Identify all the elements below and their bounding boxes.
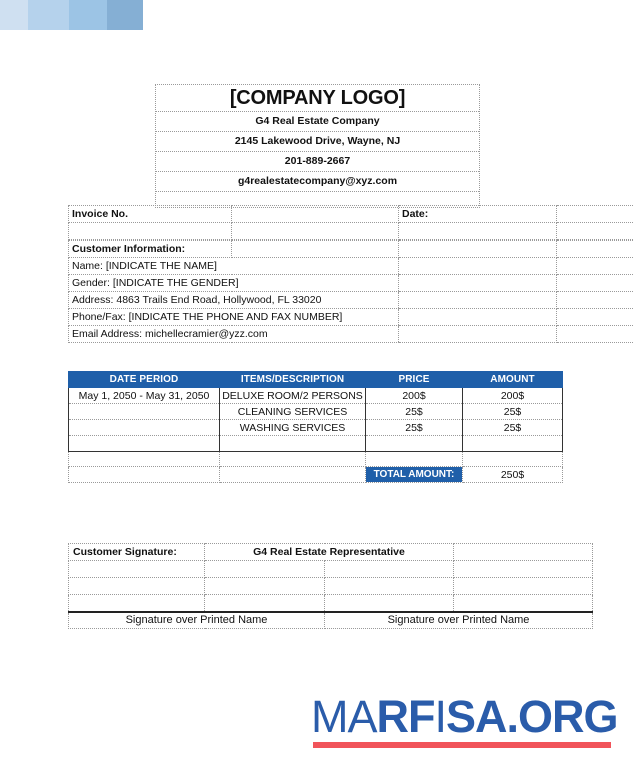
- table-row: [69, 595, 593, 612]
- customer-row2-blank-1: [399, 275, 557, 292]
- table-row: [69, 258, 634, 275]
- item-amount[interactable]: 25$: [463, 420, 563, 436]
- signature-caption-row: [69, 612, 593, 629]
- table-row: [69, 420, 563, 436]
- item-price[interactable]: [366, 436, 463, 452]
- item-date-period[interactable]: [69, 404, 220, 420]
- signature-blank-c3[interactable]: [325, 595, 454, 612]
- wordmark-seg-3: I: [434, 691, 447, 742]
- item-amount[interactable]: [463, 436, 563, 452]
- items-spacer-cell-1: [69, 452, 220, 467]
- table-row: [69, 326, 634, 343]
- company-header-block: [155, 84, 480, 208]
- color-band-2: [28, 0, 69, 30]
- signature-blank-a3[interactable]: [325, 561, 454, 578]
- table-row: [69, 578, 593, 595]
- date-label: Date:: [399, 206, 557, 223]
- customer-row5-blank-2: [557, 326, 634, 343]
- customer-row1-blank-2: [557, 258, 634, 275]
- meta-blank-cell-4: [557, 223, 634, 240]
- customer-row3-blank-1: [399, 292, 557, 309]
- table-row: [69, 275, 634, 292]
- signature-blank-a1[interactable]: [69, 561, 205, 578]
- signature-blank-b4[interactable]: [454, 578, 593, 595]
- item-price[interactable]: 25$: [366, 404, 463, 420]
- item-description[interactable]: DELUXE ROOM/2 PERSONS: [220, 388, 366, 404]
- total-blank-cell-2: [220, 467, 366, 483]
- total-amount-value[interactable]: 250$: [463, 467, 563, 483]
- signature-blank-a4[interactable]: [454, 561, 593, 578]
- item-price[interactable]: 25$: [366, 420, 463, 436]
- customer-row1-blank-1: [399, 258, 557, 275]
- customer-email-field[interactable]: Email Address: michellecramier@yzz.com: [69, 326, 399, 343]
- marfisa-wordmark: [311, 691, 618, 742]
- item-description[interactable]: [220, 436, 366, 452]
- item-description[interactable]: WASHING SERVICES: [220, 420, 366, 436]
- company-phone: 201-889-2667: [156, 152, 479, 172]
- wordmark-seg-4: SA.: [446, 691, 519, 742]
- color-band-3: [69, 0, 107, 30]
- table-row: [69, 388, 563, 404]
- customer-phonefax-field[interactable]: Phone/Fax: [INDICATE THE PHONE AND FAX NUMBER]: [69, 309, 399, 326]
- table-row: [69, 544, 593, 561]
- wordmark-seg-1: MA: [311, 691, 377, 742]
- customer-row3-blank-2: [557, 292, 634, 309]
- customer-row4-blank-1: [399, 309, 557, 326]
- item-amount[interactable]: 200$: [463, 388, 563, 404]
- table-row: [69, 223, 634, 240]
- signature-blank-c2[interactable]: [205, 595, 325, 612]
- customer-name-field[interactable]: Name: [INDICATE THE NAME]: [69, 258, 399, 275]
- items-spacer-cell-2: [220, 452, 366, 467]
- representative-label: G4 Real Estate Representative: [205, 544, 454, 561]
- marfisa-logo: [311, 691, 618, 748]
- customer-signature-caption: Signature over Printed Name: [69, 612, 325, 629]
- customer-blank-cell-2: [399, 241, 557, 258]
- representative-signature-caption: Signature over Printed Name: [325, 612, 593, 629]
- customer-info-table: [68, 240, 634, 343]
- column-header-date-period: DATE PERIOD: [69, 372, 220, 388]
- signature-head-blank: [454, 544, 593, 561]
- table-row: [69, 309, 634, 326]
- total-amount-row: [69, 467, 563, 483]
- company-name: G4 Real Estate Company: [156, 112, 479, 132]
- items-header-row: [69, 372, 563, 388]
- items-spacer-cell-4: [463, 452, 563, 467]
- signature-blank-b3[interactable]: [325, 578, 454, 595]
- items-charges-table: [68, 371, 563, 483]
- date-value[interactable]: [557, 206, 634, 223]
- company-address: 2145 Lakewood Drive, Wayne, NJ: [156, 132, 479, 152]
- company-logo-placeholder: [COMPANY LOGO]: [156, 85, 479, 112]
- invoice-no-label: Invoice No.: [69, 206, 232, 223]
- color-band-4: [107, 0, 143, 30]
- customer-signature-label: Customer Signature:: [69, 544, 205, 561]
- items-spacer-cell-3: [366, 452, 463, 467]
- customer-gender-field[interactable]: Gender: [INDICATE THE GENDER]: [69, 275, 399, 292]
- item-description[interactable]: CLEANING SERVICES: [220, 404, 366, 420]
- invoice-meta-table: [68, 205, 634, 240]
- customer-row5-blank-1: [399, 326, 557, 343]
- meta-blank-cell-1: [69, 223, 232, 240]
- customer-row2-blank-2: [557, 275, 634, 292]
- column-header-price: PRICE: [366, 372, 463, 388]
- signature-blank-c1[interactable]: [69, 595, 205, 612]
- signature-block-table: [68, 543, 593, 629]
- signature-blank-b1[interactable]: [69, 578, 205, 595]
- table-row: [69, 241, 634, 258]
- wordmark-seg-5: ORG: [518, 691, 618, 742]
- customer-address-field[interactable]: Address: 4863 Trails End Road, Hollywood, FL 33020: [69, 292, 399, 309]
- column-header-items-description: ITEMS/DESCRIPTION: [220, 372, 366, 388]
- column-header-amount: AMOUNT: [463, 372, 563, 388]
- signature-blank-a2[interactable]: [205, 561, 325, 578]
- signature-blank-b2[interactable]: [205, 578, 325, 595]
- total-amount-label: TOTAL AMOUNT:: [366, 467, 463, 483]
- customer-blank-cell-3: [557, 241, 634, 258]
- company-email: g4realestatecompany@xyz.com: [156, 172, 479, 192]
- item-date-period[interactable]: [69, 420, 220, 436]
- item-price[interactable]: 200$: [366, 388, 463, 404]
- table-row: [69, 292, 634, 309]
- item-date-period[interactable]: [69, 436, 220, 452]
- table-row: [69, 561, 593, 578]
- total-blank-cell-1: [69, 467, 220, 483]
- table-row: [69, 436, 563, 452]
- table-row: [69, 206, 634, 223]
- marfisa-underline: [313, 742, 611, 748]
- invoice-no-value[interactable]: [232, 206, 399, 223]
- customer-information-label: Customer Information:: [69, 241, 232, 258]
- meta-blank-cell-2: [232, 223, 399, 240]
- decorative-color-bands: [0, 0, 143, 30]
- customer-blank-cell-1: [232, 241, 399, 258]
- meta-blank-cell-3: [399, 223, 557, 240]
- item-date-period[interactable]: May 1, 2050 - May 31, 2050: [69, 388, 220, 404]
- color-band-1: [0, 0, 28, 30]
- item-amount[interactable]: 25$: [463, 404, 563, 420]
- customer-row4-blank-2: [557, 309, 634, 326]
- table-row: [69, 404, 563, 420]
- signature-blank-c4[interactable]: [454, 595, 593, 612]
- items-spacer-row: [69, 452, 563, 467]
- wordmark-seg-2: RF: [376, 691, 435, 742]
